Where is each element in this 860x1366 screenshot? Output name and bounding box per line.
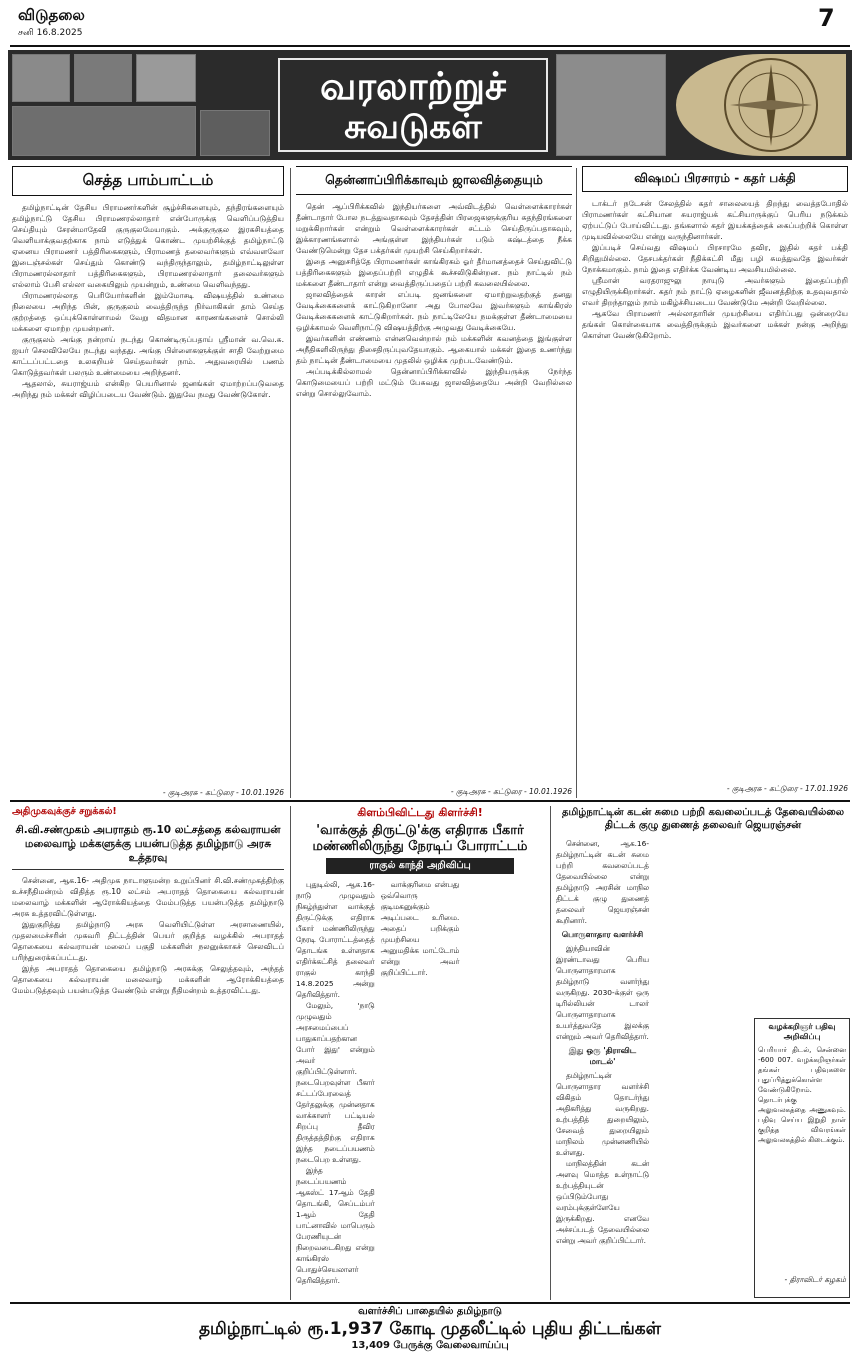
- article-body: [296, 201, 572, 787]
- paragraph: வாக்குரிமை என்பது ஒவ்வொரு குடிமகனுக்கும் அடிப்படை உரிமை. அதைப் பறிக்கும் முயற்சியை அனுமதிக்க மாட்டோம் என்று அவர் குறிப்பிட்டார்.: [380, 880, 460, 977]
- article-body: [12, 202, 284, 788]
- news-subtitle: திட்டக் குழு துணைத் தலைவர் ஜெயரஞ்சன்: [604, 820, 802, 831]
- paragraph: சென்னை, ஆக.16- அதிமுக நாடாளுமன்ற உறுப்பினர் சி.வி.சண்முகத்திற்கு உச்சநீதிமன்றம் விதித்த ரூ.10 லட்சம் அபராதத் தொகையை கல்வராயன் மலைவாழ் மக்களின் ஆரோக்கியத்தை மேம்படுத்த பயன்படுத்த தமிழ்நாடு அரசு உத்தரவிட்டுள்ளது.: [12, 876, 284, 918]
- paragraph: பிராமணரல்லாத பெரியோர்களின் இம்மோசடி விஷயத்தில் உண்மை நிலையை அறிந்த பின், குருகுலம் வைத்திருந்த நிர்வாகிகள் தாம் செய்த குற்றத்தை ஒப்புக்கொள்ளாமல் வேறு விதமான காரணங்களைச் சொல்லி மக்களை ஏமாற்ற முயன்றனர்.: [12, 291, 284, 333]
- column-divider: [290, 806, 291, 1300]
- paper-name: விடுதலை: [18, 6, 85, 24]
- paragraph: இந்த நடைப்பயணம் ஆகஸ்ட் 17ஆம் தேதி தொடங்கி, செப்டம்பர் 1ஆம் தேதி பாட்னாவில் மாபெரும் பேரணியுடன் நிறைவடைகிறது என்று காங்கிரஸ் பொதுச்செயலாளர் தெரிவித்தார்.: [296, 1166, 375, 1285]
- news-body: [556, 838, 748, 1300]
- news-title: தமிழ்நாட்டில் ரூ.1,937 கோடி முதலீட்டில் புதிய திட்டங்கள்: [198, 1319, 662, 1339]
- news-title: தமிழ்நாட்டின் கடன் சுமை பற்றி கவலைப்படத் தேவையில்லை: [561, 807, 845, 818]
- article-credit: - குடிஅரசு - கட்டுரை - 10.01.1926: [162, 788, 284, 797]
- page-number: 7: [818, 4, 835, 32]
- article-credit: - குடிஅரசு - கட்டுரை - 17.01.1926: [726, 784, 848, 793]
- paragraph: இதுகுறித்து தமிழ்நாடு அரசு வெளியிட்டுள்ள அரசாணையில், முதலமைச்சரின் முகவரி திட்டத்தின் பெயர் குறித்த வழக்கில் அபராதத் தொகையை கல்வராயன் மலைப் பகுதி மக்களின் நலனுக்காகச் செலவிடப் பரிந்துரைக்கப்பட்டது.: [12, 920, 284, 962]
- paragraph: தென் ஆப்பிரிக்கவில் இந்தியர்களை அவ்விடத்தில் வெள்ளைக்காரர்கள் தீண்டாதார் போல நடத்துவதாகவும் தேசத்தின் பிரஜைகளுக்குரிய சுதந்திரங்களை மறுக்கிறார்கள் என்றும் வெள்ளைக்காரர்கள் சட்டம் செய்திருப்பதாகவும், இக்காரணங்களால் அங்குள்ள இந்தியர்கள் படும் கஷ்டத்தை நீக்க வேண்டுமென்று தேச பக்தர்கள் முயற்சி செய்கிறார்கள்.: [296, 202, 572, 255]
- sub-heading: பொருளாதார வளர்ச்சி: [561, 930, 644, 939]
- group-photo: [12, 106, 196, 156]
- section-rule: [10, 1302, 850, 1304]
- compass-icon: [676, 54, 846, 156]
- notice-credit: - திராவிடர் கழகம்: [784, 1275, 846, 1284]
- crowd-photo: [200, 110, 270, 156]
- news-subtitle: ராகுல் காந்தி அறிவிப்பு: [326, 858, 514, 874]
- notice-title: வழக்கறிஞர் பதிவு அறிவிப்பு: [768, 1022, 836, 1041]
- paragraph: இந்த அபராதத் தொகையை தமிழ்நாடு அரசுக்கு செலுத்தவும், அந்தத் தொகையை கல்வராயன் மலைவாழ் மக்களின் ஆரோக்கியத்தை மேம்படுத்தவும் பயன்படுத்த வேண்டும் என்று நீதிமன்றம் உத்தரவிட்டது.: [12, 964, 284, 995]
- news-kicker: வளர்ச்சிப் பாதையில் தமிழ்நாடு: [358, 1306, 502, 1317]
- masthead: [0, 0, 860, 50]
- paragraph: தமிழ்நாட்டின் தேசிய பிராமணர்களின் சூழ்ச்சிகளையும், தந்திரங்களையும் தமிழ்நாட்டு தேசிய பிராமணரல்லாதார் என்போருக்கு வெளிப்படுத்திய செய்தியும் சேரன்மாதேவி குருகுலமேயாகும். அக்குருகுல இரகசியத்தை வெளியாக்குவதற்காக நாம் எடுத்துக் கொண்ட முயற்சிக்குத் தமிழ்நாட்டு ஏனைய பிராமணர் பத்திரிகைகளும், பிராமணத் தலைவர்களும் எவ்வளவோ இடைஞ்சல்கள் செய்தும் கொண்டு வந்திருந்தாலும், தமிழ்நாட்டிலுள்ள பிராமணரல்லாதார் பத்திரிகைகளும், பிராமணரல்லாதார் தலைவர்களும் எல்லாம் பேசி எல்லா வகையிலும் முயன்றும், உண்மை வெளிவந்தது.: [12, 203, 284, 289]
- portrait-photo-1: [12, 54, 70, 102]
- paragraph: ஆதலால், சுயராஜ்யம் என்கிற பெயரினால் ஜனங்கள் ஏமாற்றப்படுவதை அறிந்து நம் மக்கள் விழிப்படைய வேண்டும். இதுவே நமது வேண்டுகோள்.: [12, 379, 284, 399]
- banner-title-box: [278, 58, 548, 152]
- news-columns: [556, 838, 850, 1300]
- paragraph: சென்னை, ஆக.16- தமிழ்நாட்டின் கடன் சுமை பற்றி கவலைப்படத் தேவையில்லை என்று தமிழ்நாடு அரசின் மாநில திட்டக் குழு துணைத் தலைவர் ஜெயரஞ்சன் கூறினார்.: [556, 839, 649, 925]
- paragraph: புதுடில்லி, ஆக.16- நாடு முழுவதும் நிகழ்ந்துள்ள வாக்குத் திருட்டுக்கு எதிராக பீகார் மண்ணிலிருந்து நேரடி போராட்டத்தைத் தொடங்க உள்ளதாக எதிர்க்கட்சித் தலைவர் ராகுல் காந்தி 14.8.2025 அன்று தெரிவித்தார்.: [296, 880, 375, 999]
- notice-body: பெரியார் திடல், சென்னை -600 007. வழக்கறிஞர்கள் தங்கள் பதிவுகளை புதுப்பித்துக்கொள்ள வேண்டுகிறோம். தொடர்புக்கு அலுவலகத்தை அணுகவும். பதிவு செய்ய இறுதி நாள் குறித்த விவரங்கள் அலுவலகத்தில் கிடைக்கும்.: [758, 1046, 846, 1144]
- article-title: செத்த பாம்பாட்டம்: [12, 166, 284, 196]
- paragraph: இந்தியாவின் இரண்டாவது பெரிய பொருளாதாரமாக தமிழ்நாடு வளர்ந்து வருகிறது. 2030-க்குள் ஒரு டிரில்லியன் டாலர் பொருளாதாரமாக உயர்த்துவதே இலக்கு என்றும் அவர் தெரிவித்தார்.: [556, 944, 649, 1041]
- news-shanmugam-fine: [12, 806, 284, 1304]
- issue-date: சனி 16.8.2025: [18, 28, 83, 38]
- paragraph: ஸ்ரீமான் வரதராஜுலு நாயுடு அவர்களும் இதைப்பற்றி எழுதியிருக்கிறார்கள். கதர் நம் நாட்டு ஏழைகளின் ஜீவனத்திற்கு உதவுவதால் எவர் திறந்தாலும் நாம் மகிழ்ச்சியடைய வேண்டுமே அன்றி வேறில்லை.: [582, 276, 848, 307]
- article-dead-snake: [12, 166, 284, 797]
- paragraph: டாக்டர் நடேசன் சேலத்தில் கதர் சாலையைத் திறந்து வைத்தபோதில் பிராமணர்கள் கட்சியான சுயராஜ்யக் கட்சியாருக்குப் பெரிய நடுக்கம் ஏற்பட்டுப் போய்விட்டது. தங்களால் கதர் இயக்கத்தைக் கைப்பற்றிக் கொள்ள முடியவில்லையே என்று வருந்தினார்கள்.: [582, 199, 848, 241]
- news-vote-theft: [296, 806, 544, 1304]
- news-title: 'வாக்குத் திருட்டு'க்கு எதிராக பீகார் மண்ணிலிருந்து நேரடிப் போராட்டம்: [312, 823, 528, 854]
- banner-title-line2: சுவடுகள்: [344, 107, 482, 147]
- paragraph: மாநிலத்தின் கடன் அளவு மொத்த உள்நாட்டு உற்பத்தியுடன் ஒப்பிடும்போது வரம்புக்குள்ளேயே இருக்கிறது. எனவே அச்சப்படத் தேவையில்லை என்று அவர் குறிப்பிட்டார்.: [556, 1159, 649, 1245]
- historic-photo-right: [556, 54, 666, 156]
- banner: [8, 50, 852, 160]
- sub-heading: இது ஒரு 'திராவிட மாடல்': [568, 1046, 637, 1066]
- news-subtitle: 13,409 பேருக்கு வேலைவாய்ப்பு: [351, 1340, 509, 1351]
- article-khadi: [582, 166, 848, 794]
- news-body: [12, 875, 284, 1305]
- article-credit: - குடிஅரசு - கட்டுரை - 10.01.1926: [450, 787, 572, 796]
- column-divider: [290, 168, 291, 798]
- notice-box: [754, 1018, 850, 1298]
- paragraph: குருகுலம் அங்கு நன்றாய் நடந்து கொண்டிருப்பதாய் ஸ்ரீமான் வ.வெ.சு. ஐயர் செலவிலேயே நடந்து வந்தது. அங்கு பிள்ளைகளுக்குள் சாதி வேற்றுமை காட்டப்பட்டதை உலகறியச் செய்தவர்கள் நாம். அதுவரையில் பணம் கொடுத்தவர்கள் பலரும் உண்மையை அறிந்தனர்.: [12, 335, 284, 377]
- portrait-photo-3: [136, 54, 196, 102]
- article-title: தென்னாப்பிரிக்காவும் ஜாலவித்தையும்: [296, 166, 572, 195]
- article-south-africa: [296, 166, 572, 794]
- masthead-rule: [10, 45, 850, 47]
- article-title: விஷமப் பிரசாரம் - கதர் பக்தி: [582, 166, 848, 192]
- news-kicker: கிளம்பிவிட்டது கிளர்ச்சி!: [357, 806, 483, 819]
- news-kicker: அதிமுகவுக்குச் சறுக்கல்!: [12, 806, 117, 817]
- banner-title-line1: வரலாற்றுச்: [319, 64, 507, 108]
- column-divider: [576, 168, 577, 798]
- news-title: சி.வி.சண்முகம் அபராதம் ரூ.10 லட்சத்தை கல்வராயன் மலைவாழ் மக்களுக்கு பயன்படுத்த தமிழ்நாடு அரசு உத்தரவு: [12, 821, 284, 870]
- paragraph: அப்படிக்கில்லாமல் தென்னாப்பிரிக்காவில் இந்தியருக்கு நேர்ந்த கொடுமையைப் பற்றி மட்டும் பேசுவது ஜாலவித்தையே அன்றி வேறில்லை என்று சொல்லுவோம்.: [296, 367, 572, 398]
- paragraph: இதை அனுசரித்தே பிராமணர்கள் காங்கிரசும் ஓர் தீர்மானத்தைச் செய்துவிட்டு பத்திரிகைகளும் இதைப்பற்றி எழுதிக் கூச்சலிடுகின்றன. நம் நாட்டில் நம் மக்களை தீண்டாதார் என்று வைத்திருப்பதைப் பற்றி கவலையில்லை.: [296, 257, 572, 288]
- paragraph: தமிழ்நாட்டின் பொருளாதார வளர்ச்சி விகிதம் தொடர்ந்து அதிகரித்து வருகிறது. உற்பத்தித் துறையிலும், சேவைத் துறையிலும் மாநிலம் முன்னணியில் உள்ளது.: [556, 1071, 649, 1157]
- article-body: [582, 198, 848, 784]
- section-rule: [10, 800, 850, 802]
- portrait-photo-2: [74, 54, 132, 102]
- paragraph: ஜாலவித்தைக் காரன் எப்படி ஜனங்களை ஏமாற்றுவதற்குத் தனது வேடிக்கைகளைக் காட்டுகிறானோ அது போலவே இவர்களும் காங்கிரஸ் வேடிக்கைகளைக் காட்டுகிறார்கள். நம் நாட்டிலேயே நமக்குள்ள தீண்டாமையை ஒழிக்காமல் வெளிநாட்டு விஷயத்திற்கு அழுவது வேடிக்கையே.: [296, 290, 572, 332]
- paragraph: மேலும், 'நாடு முழுவதும் அரசமைப்பைப் பாதுகாப்பதற்கான போர் இது' என்றும் அவர் குறிப்பிட்டுள்ளார். நடைபெறவுள்ள பீகார் சட்டப்பேரவைத் தேர்தலுக்கு முன்னதாக வாக்காளர் பட்டியல் சிறப்பு தீவிர திருத்தத்திற்கு எதிராக இந்த நடைப்பயணம் நடைபெற உள்ளது.: [296, 1001, 375, 1164]
- news-body: [296, 879, 544, 1289]
- paragraph: ஆகவே பிராமணர் அல்லாதாரின் முயற்சியை எதிர்ப்பது ஒன்றையே தங்கள் கொள்கையாக வைத்திருக்கும் இவர்களை மக்கள் நன்கு அறிந்து கொள்ள வேண்டுகிறோம்.: [582, 309, 848, 340]
- paragraph: இவர்களின் எண்ணம் என்னவென்றால் நம் மக்களின் கவனத்தை இங்குள்ள அநீதிகளிலிருந்து திசைதிருப்புவதேயாகும். ஆகையால் மக்கள் இதை உணர்ந்து தம் நாட்டின் தீண்டாமையை முதலில் ஒழிக்க முற்படவேண்டும்.: [296, 334, 572, 365]
- news-debt: [556, 806, 850, 1304]
- paragraph: இப்படிச் செய்வது விஷமப் பிரசாரமே தவிர, இதில் கதர் பக்தி சிறிதுமில்லை. தேசபக்தர்கள் நீதிக்கட்சி மீது பழி சுமத்துவதே இவர்கள் நோக்கமாகும். நாம் இதை எதிர்க்க வேண்டிய அவசியமில்லை.: [582, 243, 848, 274]
- news-investment: [12, 1306, 848, 1364]
- column-divider: [550, 806, 551, 1300]
